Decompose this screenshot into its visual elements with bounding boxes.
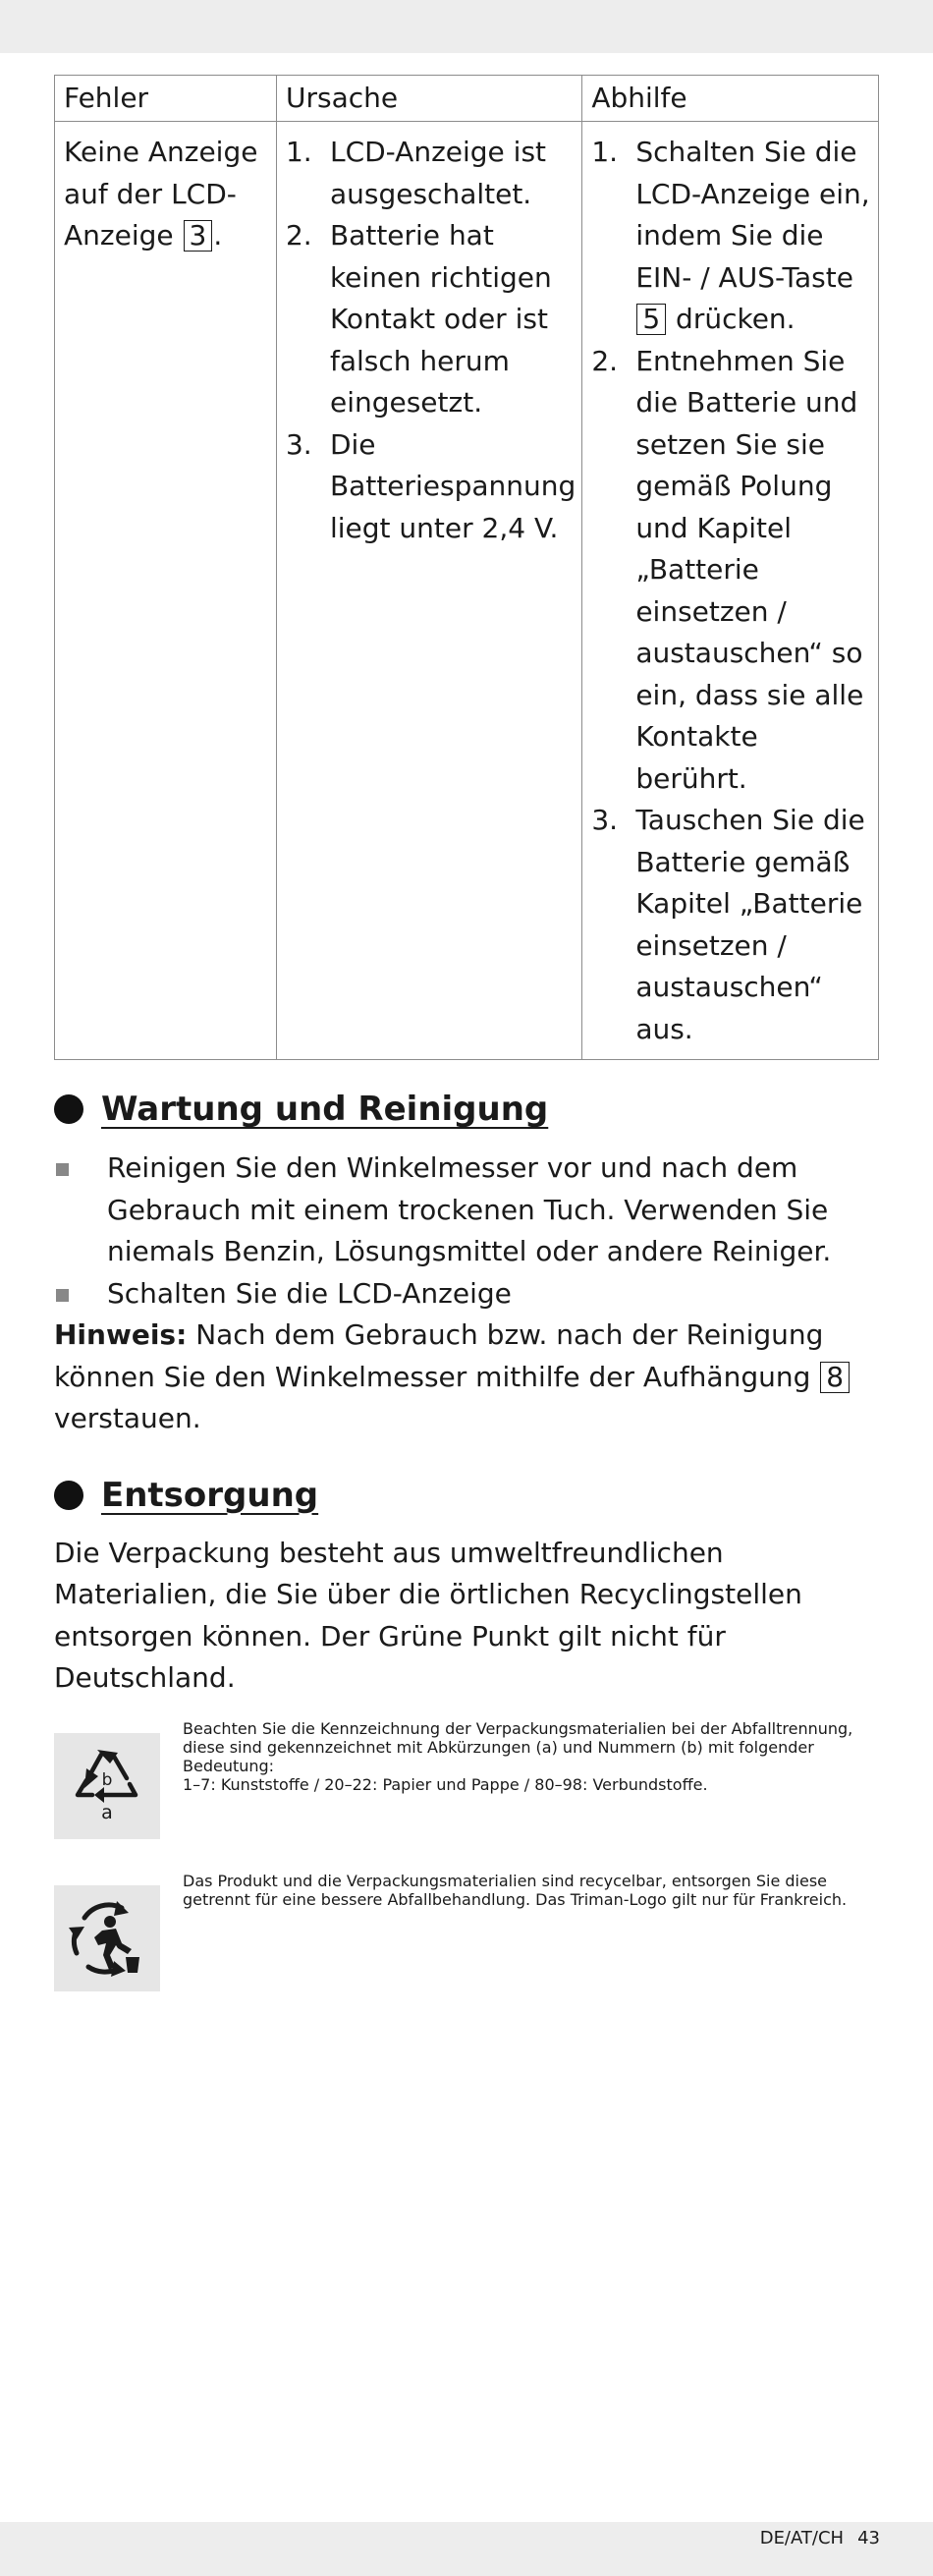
recycling-codes: 1–7: Kunststoffe / 20–22: Papier und Pappe / 80–98: Verbundstoffe. <box>183 1774 708 1794</box>
section-heading-wartung <box>54 1082 879 1137</box>
bullet-dot-icon <box>54 1094 83 1124</box>
recycling-code-a: a <box>101 1801 113 1823</box>
footer-locale: DE/AT/CH <box>759 2528 845 2548</box>
wartung-list <box>54 1148 879 1315</box>
section-title: Wartung und Reinigung <box>101 1090 549 1129</box>
hinweis-text: Nach dem Gebrauch bzw. nach der Reinigung können Sie den Winkelmesser mithilfe der Aufhängung <box>54 1318 824 1393</box>
ursache-cell <box>276 122 581 1060</box>
triman-block <box>54 1871 879 1991</box>
footer <box>760 2529 880 2548</box>
page-number: 43 <box>857 2528 880 2548</box>
section-heading-entsorgung <box>54 1468 879 1523</box>
entsorgung-intro: Die Verpackung besteht aus umweltfreundlichen Materialien, die Sie über die örtlichen Recyclingstellen entsorgen können. Der Grüne Punkt gilt nicht für Deutschland. <box>54 1536 802 1694</box>
list-item: Die Batteriespannung liegt unter 2,4 V. <box>329 427 576 544</box>
abhilfe-1-text: Schalten Sie die LCD-Anzeige ein, indem Sie die EIN- / AUS-Taste <box>635 136 870 294</box>
fehler-cell <box>55 122 277 1060</box>
header-fehler: Fehler <box>55 76 277 122</box>
header-abhilfe: Abhilfe <box>582 76 879 122</box>
triman-logo-icon <box>54 1885 160 1991</box>
fehler-text: Keine Anzeige auf der LCD-Anzeige <box>64 136 258 252</box>
recycling-description: Beachten Sie die Kennzeichnung der Verpackungsmaterialien bei der Abfalltrennung, diese sind gekennzeichnet mit Abkürzungen (a) und Nummern (b) mit folgender Bedeutung: <box>183 1718 853 1775</box>
section-title: Entsorgung <box>101 1475 319 1515</box>
recycling-code-block <box>54 1718 879 1839</box>
abhilfe-list <box>591 132 872 1050</box>
recycling-text <box>183 1719 879 1839</box>
fehler-period: . <box>213 219 223 252</box>
list-item: LCD-Anzeige ist ausgeschaltet. <box>329 136 547 210</box>
abhilfe-cell <box>582 122 879 1060</box>
bullet-3-text: Schalten Sie die LCD-Anzeige <box>107 1276 512 1310</box>
header-ursache: Ursache <box>276 76 581 122</box>
hinweis-end: verstauen. <box>54 1402 201 1434</box>
ursache-list <box>286 132 576 549</box>
list-item: Tauschen Sie die Batterie gemäß Kapitel „Batterie einsetzen / austauschen“ aus. <box>635 804 865 1045</box>
list-item: Entnehmen Sie die Batterie und setzen Sie sie gemäß Polung und Kapitel „Batterie einsetzen / austauschen“ so ein, dass sie alle Kontakte berührt. <box>635 344 864 795</box>
troubleshooting-table <box>54 75 879 1060</box>
triman-icon <box>67 1898 147 1979</box>
triman-text: Das Produkt und die Verpackungsmaterialien sind recycelbar, entsorgen Sie diese getrennt für eine bessere Abfallbehandlung. Das Triman-Logo gilt nur für Frankreich. <box>183 1871 848 1909</box>
bullet-dot-icon <box>54 1481 83 1510</box>
top-band <box>0 0 933 53</box>
part-reference-5: 5 <box>636 304 666 335</box>
hinweis-note <box>54 1315 879 1440</box>
hinweis-label: Hinweis: <box>54 1318 188 1351</box>
list-item: Reinigen Sie den Winkelmesser vor und nach dem Gebrauch mit einem trockenen Tuch. Verwenden Sie niemals Benzin, Lösungsmittel oder andere Reiniger. <box>54 1148 879 1273</box>
part-reference-8: 8 <box>820 1362 850 1393</box>
recycling-code-b: b <box>101 1769 113 1790</box>
abhilfe-1-end: drücken. <box>676 303 796 335</box>
recycling-triangle-icon <box>71 1747 143 1825</box>
part-reference-3: 3 <box>184 220 213 252</box>
page-content <box>54 75 879 1991</box>
table-header-row <box>55 76 879 122</box>
list-item <box>591 132 872 341</box>
list-item <box>54 1273 879 1316</box>
recycling-code-icon <box>54 1733 160 1839</box>
list-item: Batterie hat keinen richtigen Kontakt oder ist falsch herum eingesetzt. <box>329 219 552 419</box>
table-row <box>55 122 879 1060</box>
